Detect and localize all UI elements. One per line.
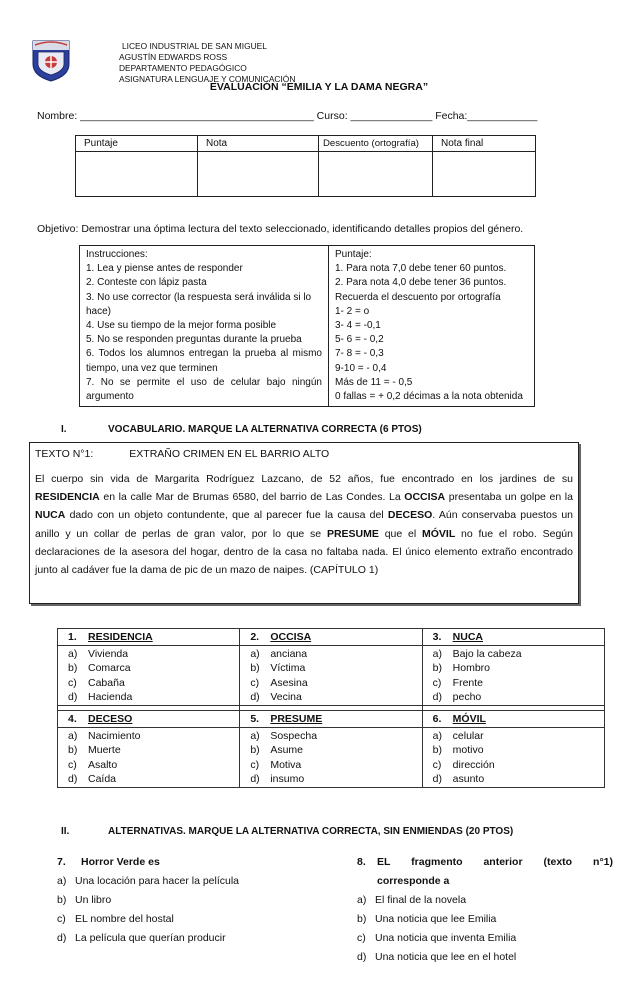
section-1-title: VOCABULARIO. MARQUE LA ALTERNATIVA CORRECTA (6 PTOS) bbox=[108, 424, 422, 435]
text-segment: que el bbox=[378, 527, 422, 540]
objective-text: Objetivo: Demostrar una óptima lectura del texto seleccionado, identificando detalles propios del género. bbox=[37, 223, 524, 235]
grading-item: Más de 11 = - 0,5 bbox=[335, 376, 413, 388]
option-a[interactable]: a) Vivienda bbox=[68, 648, 129, 661]
vocab-question-3 bbox=[422, 629, 604, 646]
grading-item: 5- 6 = - 0,2 bbox=[335, 334, 384, 346]
option-a[interactable]: a) Sospecha bbox=[250, 730, 318, 743]
text-segment: dado con un objeto contundente, que al parecer fue la causa del bbox=[65, 509, 388, 522]
option-d[interactable]: d) La película que querían producir bbox=[57, 932, 226, 944]
school-header bbox=[119, 41, 295, 85]
text-1-label: TEXTO N°1: bbox=[35, 448, 94, 460]
vocab-options-1 bbox=[58, 646, 240, 706]
instructions-heading: Instrucciones: bbox=[86, 249, 148, 260]
option-d[interactable]: d) Vecina bbox=[250, 690, 302, 703]
question-number: 3. bbox=[432, 631, 442, 643]
department-name: DEPARTAMENTO PEDAGÓGICO bbox=[119, 63, 247, 73]
grading-column bbox=[329, 246, 535, 407]
instruction-item: 1. Lea y piense antes de responder bbox=[86, 263, 243, 275]
option-d[interactable]: d) pecho bbox=[432, 690, 482, 703]
option-c[interactable]: c) EL nombre del hostal bbox=[57, 913, 174, 925]
option-a[interactable]: a) anciana bbox=[250, 648, 308, 661]
vocab-options-2 bbox=[240, 646, 422, 706]
question-8 bbox=[357, 853, 613, 967]
grading-heading: Puntaje: bbox=[335, 249, 372, 260]
option-b[interactable]: b) Comarca bbox=[68, 662, 131, 675]
vocab-options-6 bbox=[422, 728, 604, 788]
question-number: 5. bbox=[250, 713, 260, 726]
instruction-item: 5. No se responden preguntas durante la prueba bbox=[86, 334, 302, 346]
student-info-line[interactable]: Nombre: ________________________________________ Curso: ______________ Fecha:____________ bbox=[37, 110, 538, 122]
score-header-nota: Nota bbox=[198, 136, 319, 152]
instructions-column bbox=[80, 246, 329, 407]
question-word: RESIDENCIA bbox=[88, 631, 153, 643]
instruction-item: 6. Todos los alumnos entregan la prueba al mismo tiempo, una vez que terminen bbox=[86, 348, 322, 374]
option-d[interactable]: d) Caída bbox=[68, 772, 117, 785]
option-a[interactable]: a) El final de la novela bbox=[357, 894, 467, 906]
grading-item: 9-10 = - 0,4 bbox=[335, 362, 387, 374]
score-header-descuento: Descuento (ortografía) bbox=[319, 136, 433, 152]
section-1-numeral: I. bbox=[61, 424, 67, 435]
score-cell-nota[interactable] bbox=[198, 152, 319, 197]
instructions-table bbox=[79, 245, 535, 407]
question-number: 1. bbox=[68, 631, 77, 643]
option-b[interactable]: b) Un libro bbox=[57, 894, 112, 906]
option-b[interactable]: b) Víctima bbox=[250, 662, 306, 675]
grading-item: 1- 2 = o bbox=[335, 305, 370, 317]
instruction-item: 3. No use corrector (la respuesta será inválida si lo hace) bbox=[86, 291, 312, 317]
option-d[interactable]: d) Hacienda bbox=[68, 690, 133, 703]
option-b[interactable]: b) Asume bbox=[250, 744, 304, 757]
subject-name: ASIGNATURA LENGUAJE Y COMUNICACIÓN bbox=[119, 74, 296, 84]
option-c[interactable]: c) Motiva bbox=[250, 758, 302, 771]
text-segment: presentaba un golpe en la bbox=[445, 491, 573, 504]
keyword-movil: MÓVIL bbox=[421, 527, 456, 540]
text-segment: en la calle Mar de Brumas 6580, del barrio de Las Condes. La bbox=[99, 491, 405, 504]
vocab-options-3 bbox=[422, 646, 604, 706]
score-cell-descuento[interactable] bbox=[319, 152, 433, 197]
keyword-nuca: NUCA bbox=[35, 509, 66, 522]
text-1-header bbox=[35, 448, 573, 460]
text-segment: no fue el robo. Según declaraciones de la asesora del hogar, dentro de la casa no faltaba nada. El único elemento extraño encontrado junto al cadáver fue la dama de pic de un mazo de naipes. (CAPÍTULO 1) bbox=[35, 527, 573, 577]
grading-item: 3- 4 = -0,1 bbox=[335, 320, 381, 332]
keyword-residencia: RESIDENCIA bbox=[35, 491, 100, 504]
grading-item: 1. Para nota 7,0 debe tener 60 puntos. bbox=[335, 263, 507, 275]
vocab-options-4 bbox=[58, 728, 240, 788]
question-number: 6. bbox=[432, 713, 442, 726]
question-number: 2. bbox=[250, 631, 260, 643]
option-d[interactable]: d) insumo bbox=[250, 772, 305, 785]
vocab-question-6 bbox=[422, 711, 604, 728]
text-1-paragraph bbox=[35, 470, 573, 579]
vocab-question-1 bbox=[58, 629, 240, 646]
option-c[interactable]: c) Asalto bbox=[68, 758, 118, 771]
option-c[interactable]: c) Una noticia que inventa Emilia bbox=[357, 932, 517, 944]
text-1-box bbox=[29, 442, 579, 604]
text-1-title: EXTRAÑO CRIMEN EN EL BARRIO ALTO bbox=[129, 448, 330, 460]
question-7 bbox=[57, 853, 327, 948]
grading-item: 2. Para nota 4,0 debe tener 36 puntos. bbox=[335, 277, 507, 289]
question-word: MÓVIL bbox=[452, 713, 486, 726]
question-word: OCCISA bbox=[270, 631, 312, 643]
question-word: NUCA bbox=[452, 631, 483, 643]
option-a[interactable]: a) Nacimiento bbox=[68, 730, 141, 743]
vocabulary-table bbox=[57, 628, 605, 788]
option-b[interactable]: b) Muerte bbox=[68, 744, 121, 757]
score-header-nota-final: Nota final bbox=[433, 136, 536, 152]
text-segment: . Aún conservaba puestos un anillo y un collar de perlas de gran valor, por lo que se bbox=[35, 509, 574, 540]
section-2-title: ALTERNATIVAS. MARQUE LA ALTERNATIVA CORRECTA, SIN ENMIENDAS (20 PTOS) bbox=[108, 826, 514, 837]
vocab-options-5 bbox=[240, 728, 422, 788]
question-number: 4. bbox=[68, 713, 77, 726]
question-word: PRESUME bbox=[270, 713, 323, 726]
option-c[interactable]: c) Cabaña bbox=[68, 676, 125, 689]
option-b[interactable]: b) Una noticia que lee Emilia bbox=[357, 913, 497, 925]
option-b[interactable]: b) Hombro bbox=[432, 662, 491, 675]
option-c[interactable]: c) dirección bbox=[432, 758, 495, 771]
exam-title: EVALUACIÓN “EMILIA Y LA DAMA NEGRA” bbox=[209, 81, 429, 93]
school-subname: AGUSTÍN EDWARDS ROSS bbox=[119, 52, 228, 62]
option-a[interactable]: a) Bajo la cabeza bbox=[432, 648, 522, 661]
option-d[interactable]: d) Una noticia que lee en el hotel bbox=[357, 951, 517, 963]
question-word: DECESO bbox=[88, 713, 133, 726]
instruction-item: 2. Conteste con lápiz pasta bbox=[86, 277, 207, 289]
section-2-numeral: II. bbox=[61, 826, 70, 837]
vocab-question-2 bbox=[240, 629, 422, 646]
grading-item: Recuerda el descuento por ortografía bbox=[335, 291, 501, 303]
option-a[interactable]: a) Una locación para hacer la película bbox=[57, 875, 240, 887]
question-7-stem: 7. Horror Verde es bbox=[57, 856, 160, 868]
school-name: LICEO INDUSTRIAL DE SAN MIGUEL bbox=[122, 41, 267, 51]
instruction-item: 4. Use su tiempo de la mejor forma posible bbox=[86, 320, 277, 332]
vocab-question-4 bbox=[58, 711, 240, 728]
option-c[interactable]: c) Frente bbox=[432, 676, 484, 689]
question-8-stem-cont: corresponde a bbox=[377, 875, 450, 887]
grading-item: 7- 8 = - 0,3 bbox=[335, 348, 384, 360]
vocab-question-5 bbox=[240, 711, 422, 728]
keyword-occisa: OCCISA bbox=[404, 491, 446, 504]
option-d[interactable]: d) asunto bbox=[432, 772, 485, 785]
score-table bbox=[75, 135, 536, 197]
keyword-deceso: DECESO bbox=[387, 509, 433, 522]
school-crest-logo bbox=[30, 38, 72, 82]
option-b[interactable]: b) motivo bbox=[432, 744, 484, 757]
score-header-puntaje: Puntaje bbox=[76, 136, 198, 152]
grading-item: 0 fallas = + 0,2 décimas a la nota obtenida bbox=[335, 391, 523, 403]
score-cell-puntaje[interactable] bbox=[76, 152, 198, 197]
text-segment: El cuerpo sin vida de Margarita Rodríguez Lazcano, de 52 años, fue encontrado en los jardines de su bbox=[35, 473, 573, 485]
question-8-stem: 8. EL fragmento anterior (texto n°1) bbox=[357, 856, 613, 868]
option-a[interactable]: a) celular bbox=[432, 730, 484, 743]
option-c[interactable]: c) Asesina bbox=[250, 676, 308, 689]
instruction-item: 7. No se permite el uso de celular bajo ningún argumento bbox=[86, 376, 322, 403]
score-cell-nota-final[interactable] bbox=[433, 152, 536, 197]
keyword-presume: PRESUME bbox=[326, 527, 379, 540]
